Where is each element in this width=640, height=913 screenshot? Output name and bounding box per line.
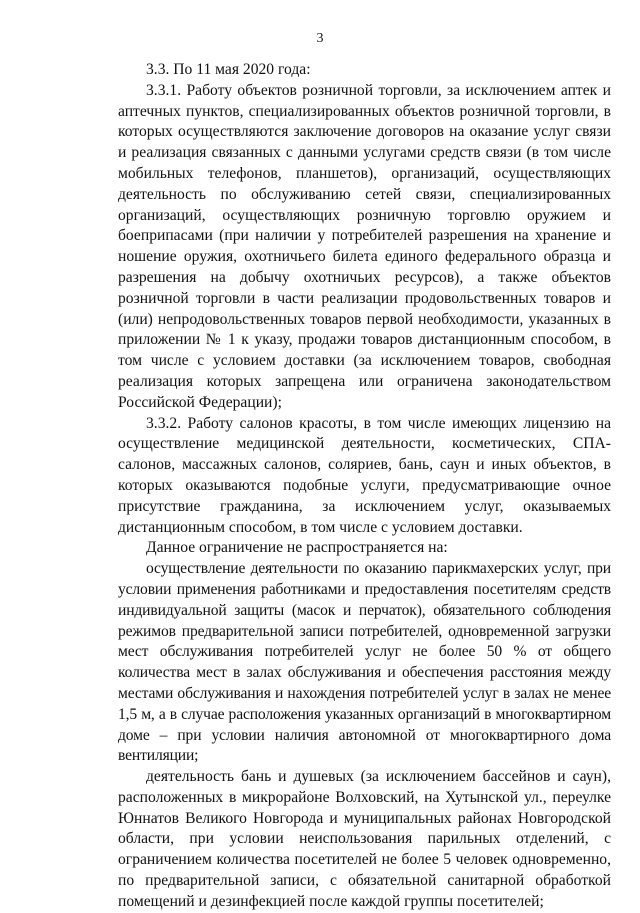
paragraph-3-3-2: 3.3.2. Работу салонов красоты, в том числе имеющих лицензию на осуществление медицинской деятельности, косметических, СПА-салонов, массажных салонов, соляриев, бань, саун и иных объектов, в которых оказываются подобные услуги, предусматривающие очное присутствие гражданина, за исключением услуг, оказываемых дистанционным способом, в том числе с условием доставки.: [118, 414, 611, 536]
section-heading-3-3: 3.3. По 11 мая 2020 года:: [146, 61, 311, 78]
document-body: [118, 60, 611, 913]
paragraph-exception-baths: деятельность бань и душевых (за исключением бассейнов и саун), расположенных в микрорайоне Волховский, на Хутынской ул., переулке Юннатов Великого Новгорода и муниципальных районах Новгородской области, при условии неиспользования парильных отделений, с ограничением количества посетителей не более 5 человек одновременно, по предварительной записи, с обязательной санитарной обработкой помещений и дезинфекцией после каждой группы посетителей;: [118, 768, 611, 910]
paragraph-exception-hairdressing: осуществление деятельности по оказанию парикмахерских услуг, при условии применения работниками и предоставления посетителям средств индивидуальной защиты (масок и перчаток), обязательного соблюдения режимов предварительной записи потребителей, одновременной загрузки мест обслуживания потребителей услуг не более 50 % от общего количества мест в залах обслуживания и обеспечения расстояния между местами обслуживания и нахождения потребителей услуг в залах не менее 1,5 м, а в случае расположения указанных организаций в многоквартирном доме – при условии наличия автономной от многоквартирного дома вентиляции;: [118, 560, 611, 765]
paragraph-3-3-1: 3.3.1. Работу объектов розничной торговли, за исключением аптек и аптечных пунктов, специализированных объектов розничной торговли, в которых осуществляются заключение договоров на оказание услуг связи и реализация связанных с данными услугами средств связи (в том числе мобильных телефонов, планшетов), организаций, осуществляющих деятельность по обслуживанию сетей связи, специализированных организаций, осуществляющих розничную торговлю оружием и боеприпасами (при наличии у потребителей разрешения на хранение и ношение оружия, охотничьего билета единого федерального образца и разрешения на добычу охотничьих ресурсов), а также объектов розничной торговли в части реализации продовольственных товаров и (или) непродовольственных товаров первой необходимости, указанных в приложении № 1 к указу, продажи товаров дистанционным способом, в том числе с условием доставки (за исключением товаров, свободная реализация которых запрещена или ограничена законодательством Российской Федерации);: [118, 81, 611, 411]
paragraph-exception-intro: Данное ограничение не распространяется на:: [146, 539, 448, 557]
page-number: 3: [316, 31, 324, 46]
